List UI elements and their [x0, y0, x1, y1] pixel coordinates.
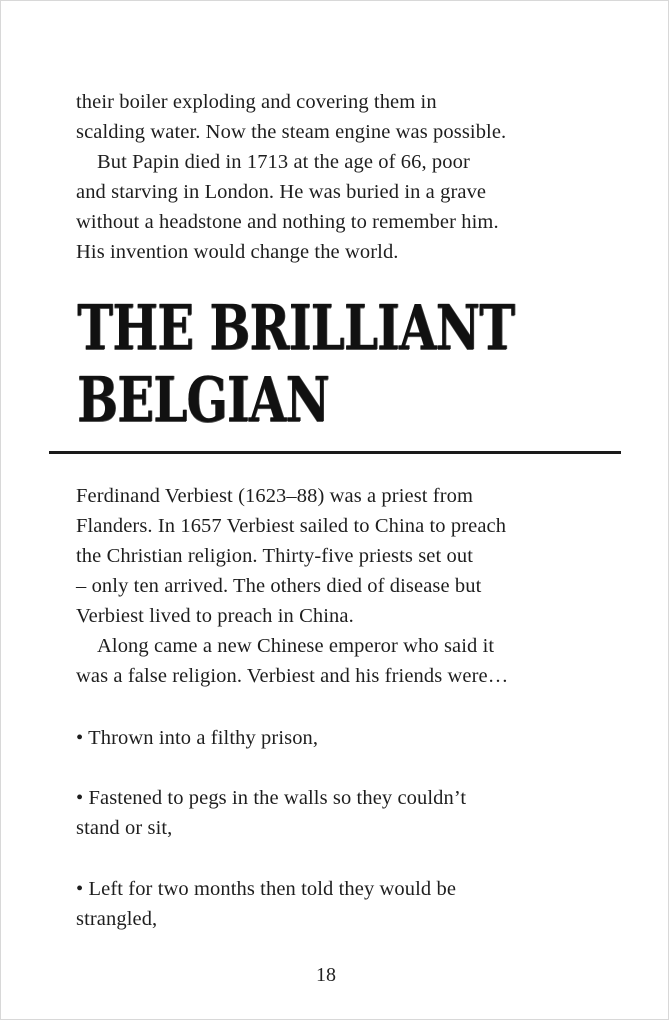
paragraph-line: Verbiest lived to preach in China. — [76, 605, 354, 627]
paragraph-line: But Papin died in 1713 at the age of 66, poor — [97, 151, 470, 173]
paragraph-line: and starving in London. He was buried in a grave — [76, 181, 487, 203]
section-heading-line-2: BELGIAN — [77, 363, 329, 436]
paragraph-line: the Christian religion. Thirty-five priests set out — [76, 545, 474, 567]
paragraph-line: – only ten arrived. The others died of disease but — [76, 575, 482, 597]
bullet-item: • Fastened to pegs in the walls so they couldn’t — [76, 787, 467, 809]
section-heading-line-1: THE BRILLIANT — [77, 291, 515, 364]
paragraph-line: was a false religion. Verbiest and his friends were… — [76, 665, 509, 687]
bullet-item: • Left for two months then told they would be — [76, 878, 457, 900]
paragraph-line: His invention would change the world. — [76, 241, 399, 263]
paragraph-line: scalding water. Now the steam engine was possible. — [76, 121, 507, 143]
paragraph-line: Along came a new Chinese emperor who said it — [97, 635, 495, 657]
bullet-item-continuation: stand or sit, — [76, 817, 173, 839]
heading-divider — [49, 451, 621, 454]
paragraph-line: their boiler exploding and covering them in — [76, 91, 437, 113]
bullet-item-continuation: strangled, — [76, 908, 158, 930]
page-number: 18 — [316, 964, 336, 986]
paragraph-line: Flanders. In 1657 Verbiest sailed to China to preach — [76, 515, 507, 537]
paragraph-line: Ferdinand Verbiest (1623–88) was a priest from — [76, 485, 474, 507]
bullet-item: • Thrown into a filthy prison, — [76, 727, 319, 749]
paragraph-line: without a headstone and nothing to remember him. — [76, 211, 499, 233]
